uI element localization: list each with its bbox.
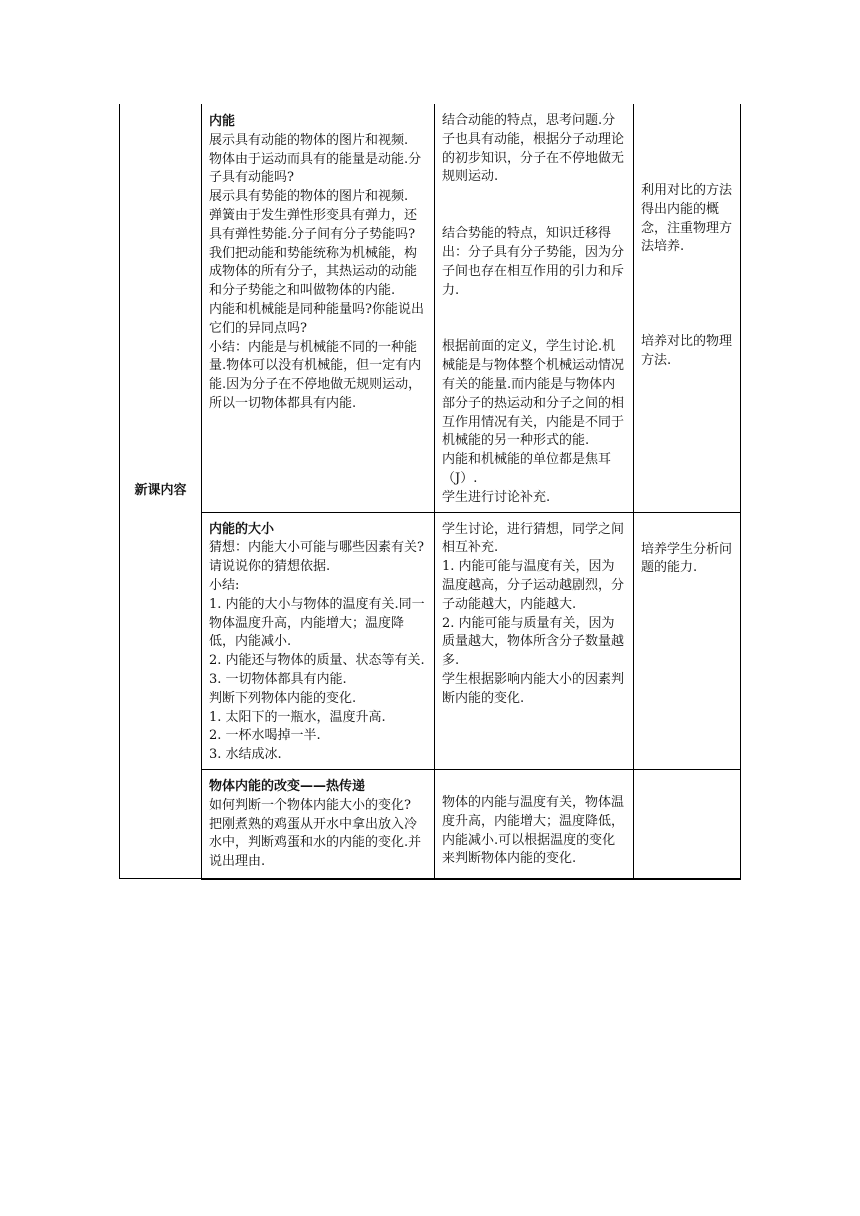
teacher-text: 如何判断一个物体内能大小的变化? bbox=[209, 797, 411, 813]
student-text: 学生根据影响内能大小的因素判断内能的变化. bbox=[442, 671, 625, 706]
table-row bbox=[120, 104, 741, 512]
design-intent-cell bbox=[634, 104, 741, 512]
teacher-text: 展示具有动能的物体的图片和视频. bbox=[209, 132, 409, 148]
design-intent-cell bbox=[634, 769, 741, 878]
student-text: 1. 内能可能与温度有关，因为温度越高，分子运动越剧烈，分子动能越大，内能越大. bbox=[442, 559, 625, 612]
teacher-activity-cell bbox=[202, 104, 435, 512]
teacher-text: 1. 内能的大小与物体的温度有关.同一物体温度升高，内能增大；温度降低，内能减小. bbox=[209, 596, 425, 650]
teacher-text: 猜想：内能大小可能与哪些因素有关?请说说你的猜想依据. bbox=[209, 540, 424, 575]
table-row bbox=[120, 512, 741, 769]
section-title: 内能 bbox=[209, 114, 236, 129]
student-activity-cell bbox=[435, 512, 634, 769]
intent-text: 培养对比的物理方法. bbox=[641, 334, 733, 368]
row-label: 新课内容 bbox=[134, 482, 187, 498]
teacher-text: 小结: bbox=[209, 577, 240, 593]
student-text: 结合动能的特点，思考问题.分子也具有动能，根据分子动理论的初步知识，分子在不停地做无规则运动. bbox=[442, 113, 625, 185]
student-text: 学生进行讨论补充. bbox=[442, 489, 551, 505]
section-title: 物体内能的改变——热传递 bbox=[209, 778, 366, 794]
teacher-text: 展示具有势能的物体的图片和视频. bbox=[209, 189, 409, 205]
student-text: 结合势能的特点，知识迁移得出：分子具有分子势能，因为分子间也存在相互作用的引力和斥力. bbox=[442, 226, 625, 298]
section-title: 内能的大小 bbox=[209, 521, 275, 537]
intent-text: 培养学生分析问题的能力. bbox=[641, 541, 733, 576]
teacher-text: 物体由于运动而具有的能量是动能.分子具有动能吗? bbox=[209, 151, 422, 186]
teacher-text: 1. 太阳下的一瓶水，温度升高. bbox=[209, 709, 386, 725]
teacher-text: 弹簧由于发生弹性形变具有弹力，还具有弹性势能.分子间有分子势能吗? bbox=[209, 207, 418, 242]
teacher-text: 把刚煮熟的鸡蛋从开水中拿出放入冷水中，判断鸡蛋和水的内能的变化.并说出理由. bbox=[209, 816, 422, 870]
table-row bbox=[120, 769, 741, 878]
teacher-text: 2. 内能还与物体的质量、状态等有关. bbox=[209, 653, 425, 669]
student-text: 根据前面的定义，学生讨论.机械能是与物体整个机械运动情况有关的能量.而内能是与物体内部分子的热运动和分子之间的相互作用情况有关，内能是不同于机械能的另一种形式的能. bbox=[442, 339, 625, 449]
teacher-text: 小结：内能是与机械能不同的一种能量.物体可以没有机械能，但一定有内能.因为分子在不停地做无规则运动，所以一切物体都具有内能. bbox=[209, 339, 422, 411]
teacher-activity-cell bbox=[202, 512, 435, 769]
teacher-text: 我们把动能和势能统称为机械能，构成物体的所有分子，其热运动的动能和分子势能之和叫做物体的内能. bbox=[209, 245, 418, 299]
student-text: 2. 内能可能与质量有关，因为质量越大，物体所含分子数量越多. bbox=[442, 615, 625, 669]
student-text: 内能和机械能的单位都是焦耳（J）. bbox=[442, 452, 612, 486]
row-label-cell bbox=[120, 104, 202, 879]
teacher-text: 2. 一杯水喝掉一半. bbox=[209, 728, 321, 744]
teacher-text: 3. 水结成冰. bbox=[209, 747, 282, 763]
student-activity-cell bbox=[435, 104, 634, 512]
student-text: 物体的内能与温度有关，物体温度升高，内能增大；温度降低，内能减小.可以根据温度的变化来判断物体内能的变化. bbox=[442, 794, 625, 867]
intent-text: 利用对比的方法得出内能的概念，注重物理方法培养. bbox=[641, 183, 733, 255]
student-text: 学生讨论，进行猜想，同学之间相互补充. bbox=[442, 521, 625, 556]
teacher-text: 内能和机械能是同种能量吗?你能说出它们的异同点吗? bbox=[209, 301, 424, 336]
design-intent-cell bbox=[634, 512, 741, 769]
teacher-activity-cell bbox=[202, 769, 435, 878]
student-activity-cell bbox=[435, 769, 634, 878]
teacher-text: 3. 一切物体都具有内能. bbox=[209, 671, 347, 687]
lesson-plan-table bbox=[119, 104, 741, 880]
teacher-text: 判断下列物体内能的变化. bbox=[209, 690, 357, 706]
